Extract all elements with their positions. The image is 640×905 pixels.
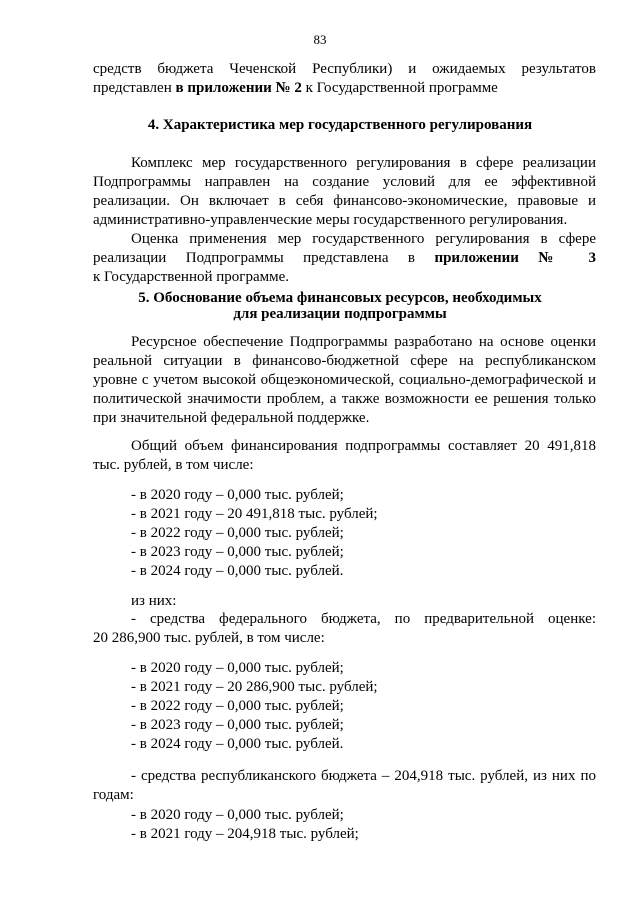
federal-year-item: - в 2022 году – 0,000 тыс. рублей;	[131, 698, 344, 714]
appendix-3-ref: приложении № 3	[434, 250, 596, 266]
s4-p2-line-2: реализации Подпрограммы представлена в приложении № 3	[93, 250, 596, 266]
republic-year-item: - в 2021 году – 204,918 тыс. рублей;	[131, 826, 359, 842]
s5-p1-line: политической значимости проблем, а также возможности ее решения только	[93, 391, 596, 407]
total-year-item: - в 2024 году – 0,000 тыс. рублей.	[131, 563, 344, 579]
intro-line-1: средств бюджета Чеченской Республики) и ожидаемых результатов	[93, 61, 596, 77]
appendix-2-ref: в приложении № 2	[175, 80, 302, 96]
s5-p2-line: тыс. рублей, в том числе:	[93, 457, 254, 473]
federal-year-item: - в 2023 году – 0,000 тыс. рублей;	[131, 717, 344, 733]
section-5-heading-line-1: 5. Обоснование объема финансовых ресурсов, необходимых	[138, 290, 542, 306]
republic-year-item: - в 2020 году – 0,000 тыс. рублей;	[131, 807, 344, 823]
federal-line-2: 20 286,900 тыс. рублей, в том числе:	[93, 630, 325, 646]
s4-p1-line: реализации. Он включает в себя финансово-экономические, правовые и	[93, 193, 596, 209]
s5-p1-line: при значительной федеральной поддержке.	[93, 410, 370, 426]
s4-p1-line: Комплекс мер государственного регулирования в сфере реализации	[131, 155, 596, 171]
s5-p1-line: Ресурсное обеспечение Подпрограммы разработано на основе оценки	[131, 334, 596, 350]
page-number: 83	[313, 32, 327, 47]
republic-line-2: годам:	[93, 787, 134, 803]
of-them-label: из них:	[131, 593, 177, 609]
s4-p1-line: административно-управленческие меры государственного регулирования.	[93, 212, 568, 228]
federal-year-item: - в 2024 году – 0,000 тыс. рублей.	[131, 736, 344, 752]
s5-p1-line: реальной ситуации в финансово-бюджетной сфере на республиканском	[93, 353, 596, 369]
section-4-heading: 4. Характеристика мер государственного регулирования	[147, 117, 533, 133]
total-year-item: - в 2020 году – 0,000 тыс. рублей;	[131, 487, 344, 503]
total-year-item: - в 2022 году – 0,000 тыс. рублей;	[131, 525, 344, 541]
federal-year-item: - в 2020 году – 0,000 тыс. рублей;	[131, 660, 344, 676]
total-year-item: - в 2021 году – 20 491,818 тыс. рублей;	[131, 506, 378, 522]
s5-p1-line: уровне с учетом высокой общеэкономической, социально-демографической и	[93, 372, 596, 388]
s4-p1-line: Подпрограммы направлен на создание условий для ее эффективной	[93, 174, 596, 190]
s4-p2-line-1: Оценка применения мер государственного регулирования в сфере	[131, 231, 596, 247]
s4-p2-line-3: к Государственной программе.	[93, 269, 289, 285]
intro-line-2: представлен в приложении № 2 к Государственной программе	[93, 80, 498, 96]
s5-p2-line: Общий объем финансирования подпрограммы составляет 20 491,818	[131, 438, 596, 454]
total-year-item: - в 2023 году – 0,000 тыс. рублей;	[131, 544, 344, 560]
federal-year-item: - в 2021 году – 20 286,900 тыс. рублей;	[131, 679, 378, 695]
republic-line-1: - средства республиканского бюджета – 204,918 тыс. рублей, из них по	[131, 768, 596, 784]
federal-line-1: - средства федерального бюджета, по предварительной оценке:	[131, 611, 596, 627]
section-5-heading-line-2: для реализации подпрограммы	[233, 306, 447, 322]
